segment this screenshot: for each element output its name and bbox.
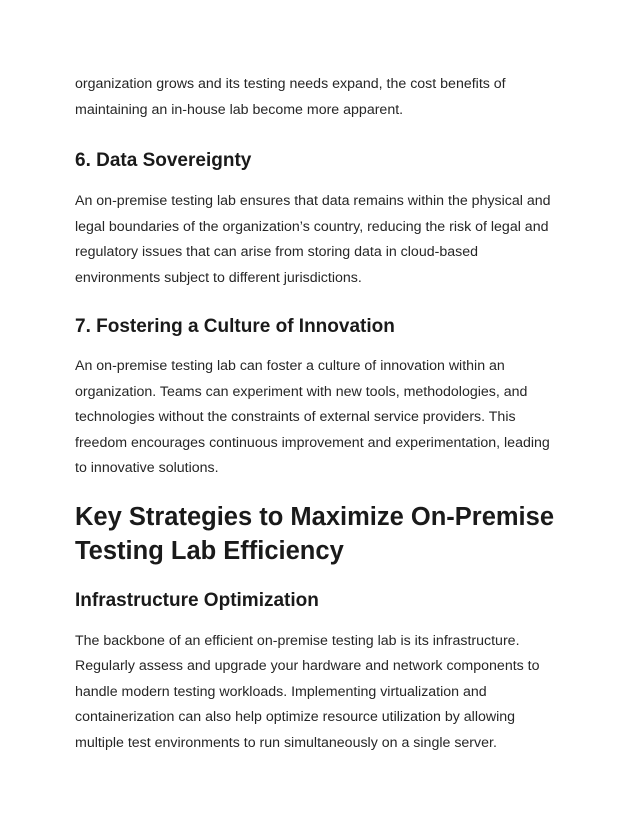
intro-paragraph: organization grows and its testing needs expand, the cost benefits of maintaining an in-house lab become more apparent. bbox=[75, 76, 506, 118]
document-page bbox=[75, 70, 565, 756]
infrastructure-paragraph: The backbone of an efficient on-premise testing lab is its infrastructure. Regularly assess and upgrade your hardware and network components to handle modern testing workloads. Implementing virtualization and containerization can also help optimize resource utilization by allowing multiple test environments to run simultaneously on a single server. bbox=[75, 632, 540, 751]
data-sovereignty-paragraph: An on-premise testing lab ensures that data remains within the physical and legal boundaries of the organization’s country, reducing the risk of legal and regulatory issues that can arise from storing data in cloud-based environments subject to different jurisdictions. bbox=[75, 193, 551, 286]
data-sovereignty-heading: 6. Data Sovereignty bbox=[75, 150, 252, 171]
innovation-heading: 7. Fostering a Culture of Innovation bbox=[75, 316, 395, 337]
key-strategies-heading: Key Strategies to Maximize On-Premise Testing Lab Efficiency bbox=[75, 502, 555, 565]
innovation-paragraph: An on-premise testing lab can foster a culture of innovation within an organization. Teams can experiment with new tools, methodologies, and technologies without the constraints of external service providers. This freedom encourages continuous improvement and experimentation, leading to innovative solutions. bbox=[75, 358, 550, 476]
infrastructure-heading: Infrastructure Optimization bbox=[75, 589, 319, 611]
